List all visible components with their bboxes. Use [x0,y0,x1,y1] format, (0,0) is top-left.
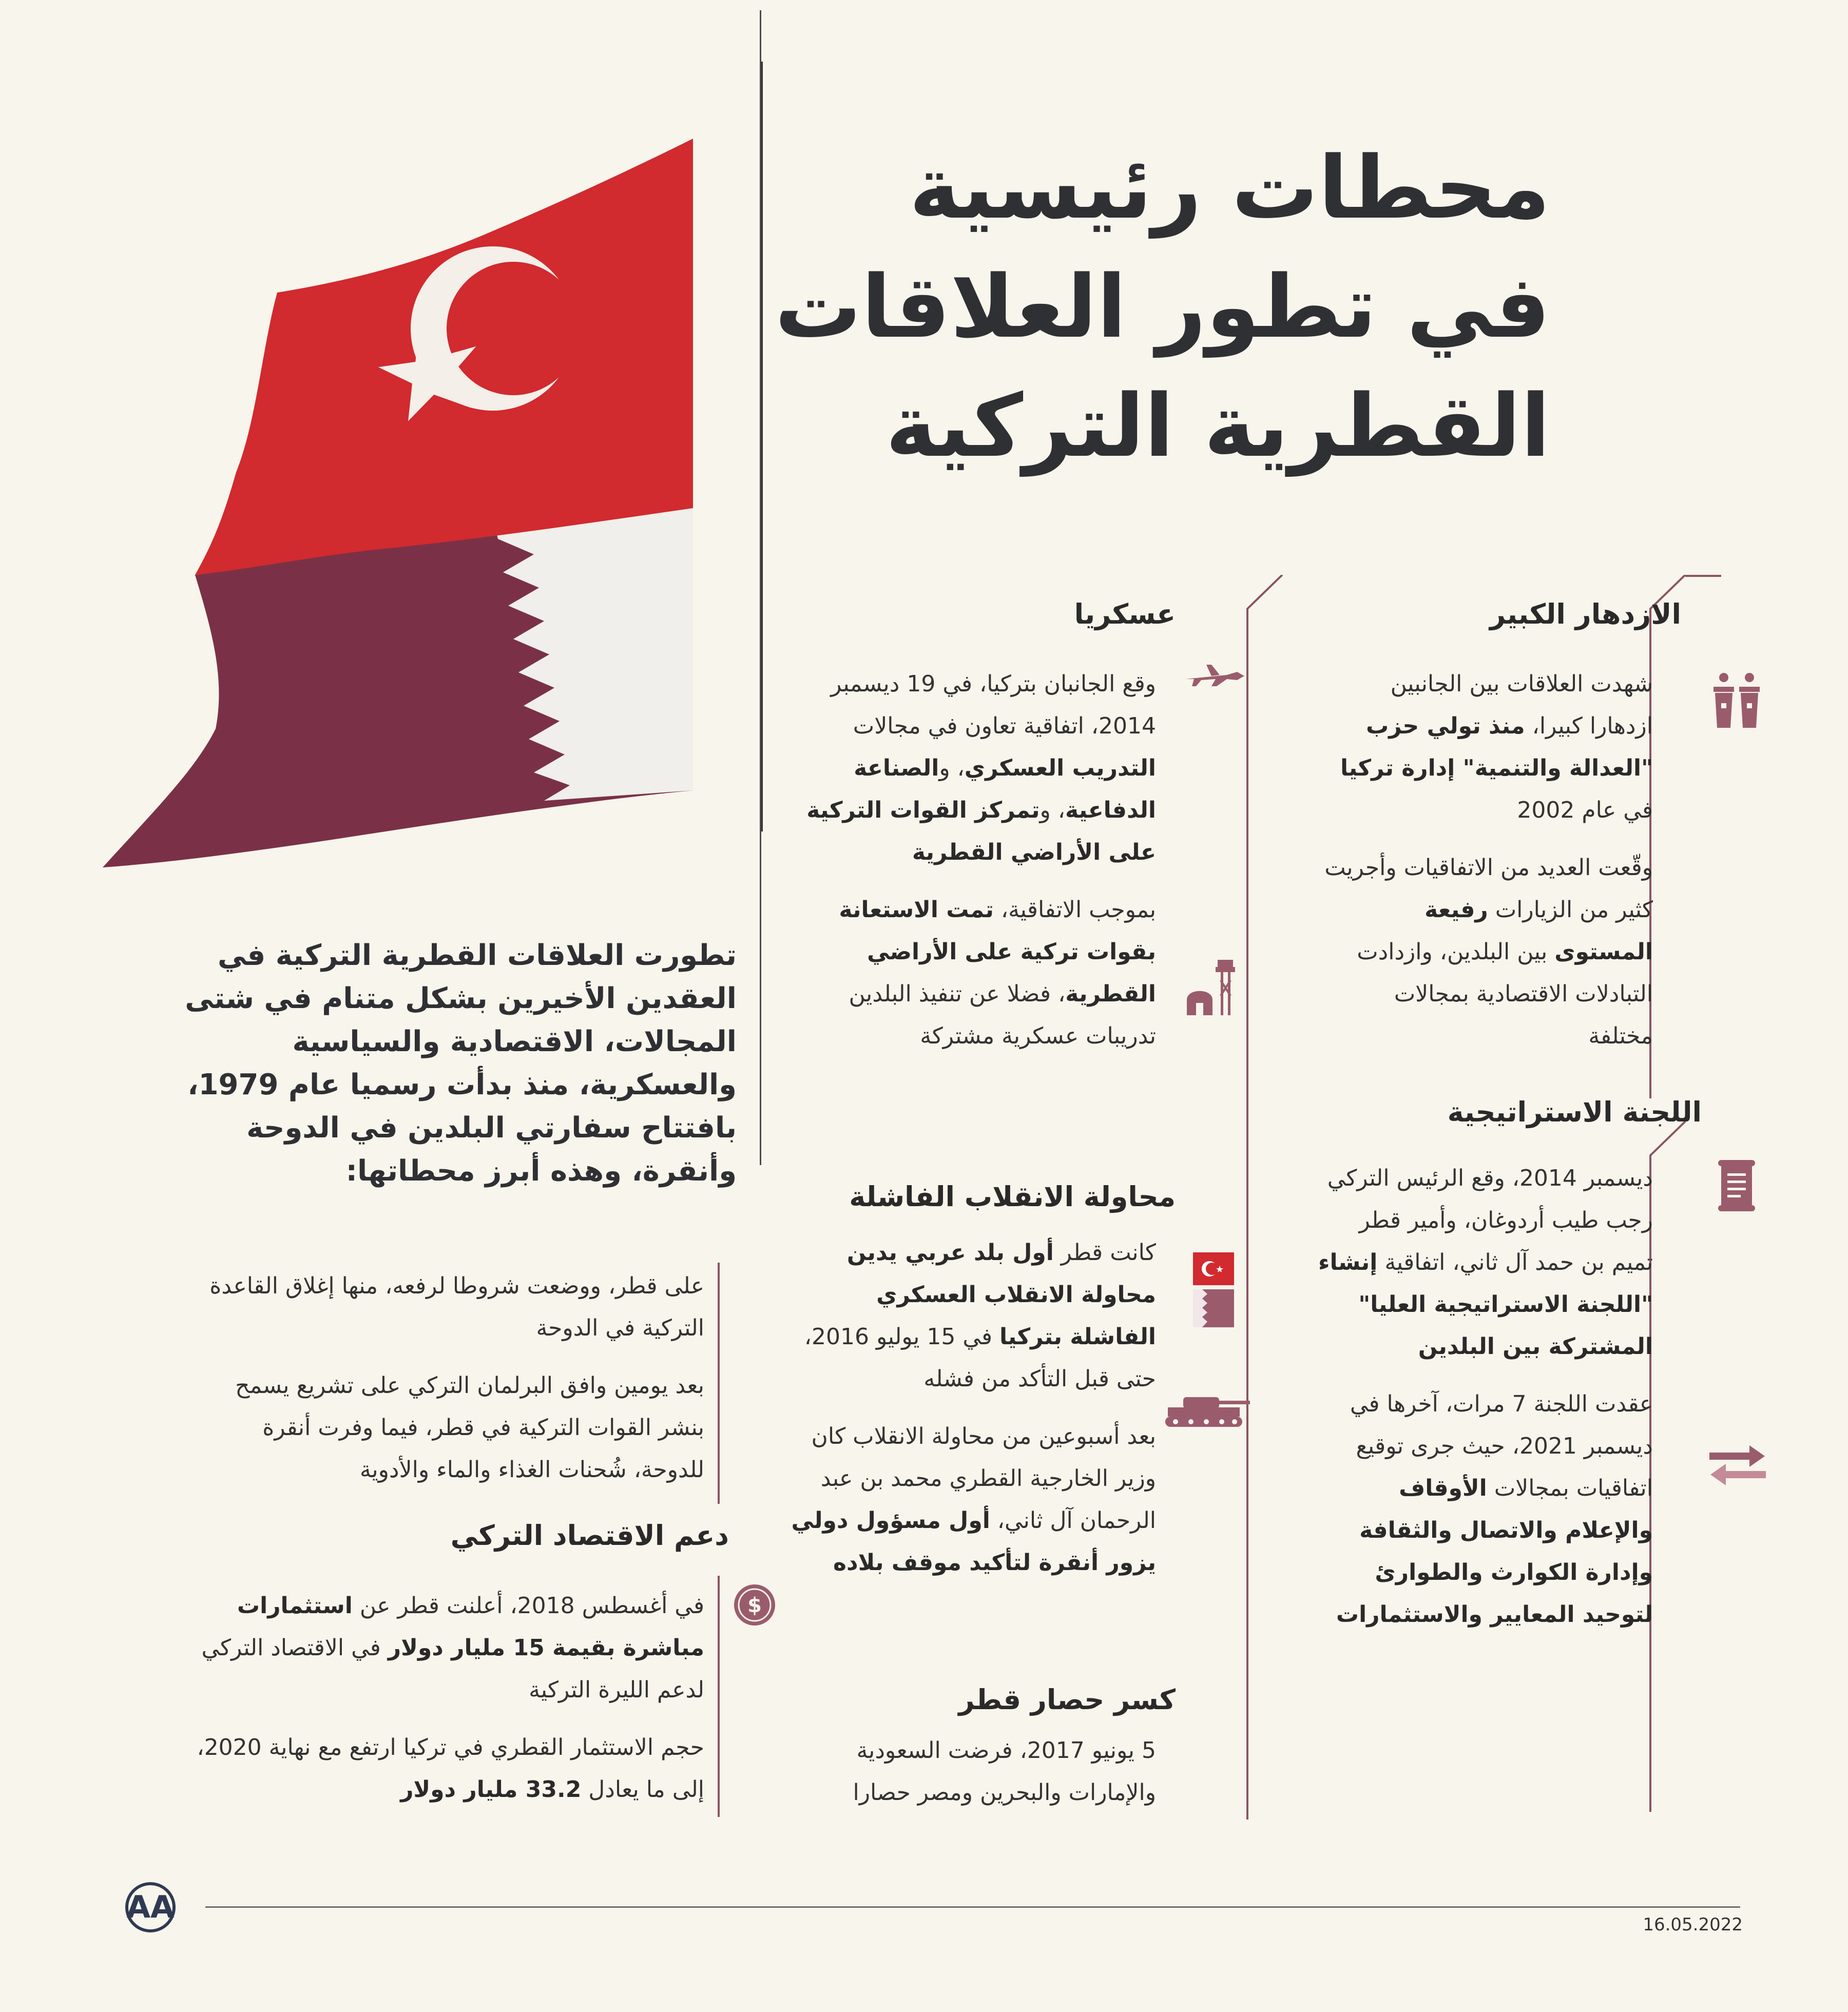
committee-heading: اللجنة الاستراتيجية [1447,1096,1702,1128]
text-segment: كانت قطر [1053,1240,1156,1266]
title-line-2: في تطور العلاقات [775,257,1550,357]
committee-p2 [1314,1383,1653,1636]
text-segment: ديسمبر 2014، وقع الرئيس التركي رجب طيب أردوغان، وأمير قطر تميم بن حمد آل ثاني، اتفاقية [1327,1165,1653,1275]
title-line-1: محطات رئيسية [909,138,1550,238]
text-segment: ، فضلا عن تنفيذ البلدين تدريبات عسكرية مشتركة [849,981,1156,1049]
siege-cont-p2 [186,1365,704,1491]
text-segment: تمت الاستعانة بقوات تركية على الأراضي القطرية [839,897,1156,1007]
text-segment: أول بلد عربي يدين محاولة الانقلاب العسكري الفاشلة بتركيا [846,1240,1156,1350]
page-title [626,128,1550,486]
dollar-coin-icon [733,1583,776,1627]
text-segment: حجم الاستثمار القطري في تركيا ارتفع مع نهاية 2020، إلى ما يعادل [197,1734,704,1803]
siege-cont-text [186,1265,704,1506]
scroll-document-icon [1717,1160,1758,1211]
boom-p2 [1324,847,1653,1057]
text-segment: في 15 يوليو 2016، حتى قبل التأكد من فشله [804,1324,1156,1392]
economy-p2 [186,1727,704,1811]
title-line-3: القطرية التركية [885,376,1550,476]
logo-text: AA [126,1889,175,1925]
text-segment: التدريب العسكري [964,755,1156,781]
economy-heading: دعم الاقتصاد التركي [450,1519,729,1552]
middle-column-line-diagonal [1246,575,1298,611]
coup-text [786,1232,1156,1599]
economy-text [186,1585,704,1826]
footer-date: 16.05.2022 [1643,1914,1743,1935]
military-text [786,663,1156,1073]
coup-p1 [786,1232,1156,1400]
text-segment: 33.2 مليار دولار [400,1776,582,1803]
text-segment: وقّعت العديد من الاتفاقيات وأجريت كثير من الزيارات [1324,855,1653,923]
military-base-icon [1187,960,1241,1016]
text-segment: ، و [1040,797,1065,823]
coup-p2 [786,1416,1156,1584]
military-p1 [786,663,1156,874]
text-segment: في أغسطس 2018، أعلنت قطر عن [352,1593,704,1619]
left-column-line-2 [718,1576,720,1817]
text-segment: الأوقاف والإعلام والاتصال والثقافة وإدارة الكوارث والطوارئ لتوحيد المعايير والاستثمارات [1336,1475,1653,1628]
text-segment: عقدت اللجنة 7 مرات، آخرها في ديسمبر 2021، حيث جرى توقيع اتفاقيات بمجالات [1350,1391,1653,1501]
exchange-arrows-icon [1709,1442,1766,1488]
middle-column-line [1246,608,1248,1820]
podium-icon [1711,672,1762,729]
text-segment: بعد أسبوعين من محاولة الانقلاب كان وزير الخارجية القطري محمد بن عبد الرحمان آل ثاني، [811,1423,1156,1534]
text-segment: رفيعة المستوى [1424,897,1653,965]
intro-paragraph: تطورت العلاقات القطرية التركية في العقدين الأخيرين بشكل متنام في شتى المجالات، الاقتصادية والسياسية والعسكرية، منذ بدأت رسميا عام 1979، بافتتاح سفارتي البلدين في الدوحة وأنقرة، وهذه أبرز محطاتها: [185,939,737,1188]
text-segment: استثمارات مباشرة بقيمة 15 مليار دولار [237,1593,704,1661]
text-segment: ، و [939,755,965,781]
siege-cont-p1 [186,1265,704,1349]
text-segment: الصناعة الدفاعية [854,755,1156,823]
text-segment: أول مسؤول دولي يزور أنقرة لتأكيد موقف بلاده [791,1507,1156,1576]
text-segment: بعد يومين وافق البرلمان التركي على تشريع يسمح بنشر القوات التركية في قطر، فيما وفرت أنقرة للدوحة، شُحنات الغذاء والماء والأدوية [235,1372,704,1483]
boom-text [1324,663,1653,1073]
siege-heading: كسر حصار قطر [958,1684,1176,1716]
economy-p1 [186,1585,704,1711]
text-segment: على قطر، ووضعت شروطا لرفعه، منها إغلاق القاعدة التركية في الدوحة [209,1273,704,1341]
text-segment: منذ تولي حزب "العدالة والتنمية" إدارة تركيا [1340,713,1653,781]
text-segment: وقع الجانبان بتركيا، في 19 ديسمبر 2014، اتفاقية تعاون في مجالات [831,671,1156,739]
text-segment: 5 يونيو 2017، فرضت السعودية والإمارات والبحرين ومصر حصارا [853,1737,1156,1806]
text-segment: إنشاء "اللجنة الاستراتيجية العليا" المشتركة بين البلدين [1318,1249,1653,1360]
text-segment: في الاقتصاد التركي لدعم الليرة التركية [201,1635,704,1703]
left-column-line [718,1263,720,1504]
text-segment: بين البلدين، وازدادت التبادلات الاقتصادية بمجالات مختلفة [1357,939,1653,1049]
text-segment: في عام 2002 [1517,797,1653,823]
boom-p1 [1324,663,1653,831]
military-heading: عسكريا [1074,598,1176,630]
siege-p1 [786,1730,1156,1814]
committee-text [1314,1157,1653,1651]
aa-logo [117,1882,184,1935]
tank-icon [1163,1392,1250,1428]
text-segment: شهدت العلاقات بين الجانبين ازدهارا كبيرا، [1390,671,1653,739]
siege-text [786,1730,1156,1829]
footer-line [205,1906,1740,1908]
turkey-qatar-flags-icon [1192,1252,1236,1329]
boom-heading: الازدهار الكبير [1490,598,1681,630]
text-segment: بموجب الاتفاقية، [993,897,1156,923]
svg-text:$: $ [747,1594,762,1617]
coup-heading: محاولة الانقلاب الفاشلة [849,1181,1176,1213]
text-segment: تمركز القوات التركية على الأراضي القطرية [806,797,1156,865]
committee-p1 [1314,1157,1653,1368]
military-p2 [786,889,1156,1057]
fighter-jet-icon [1186,660,1245,695]
